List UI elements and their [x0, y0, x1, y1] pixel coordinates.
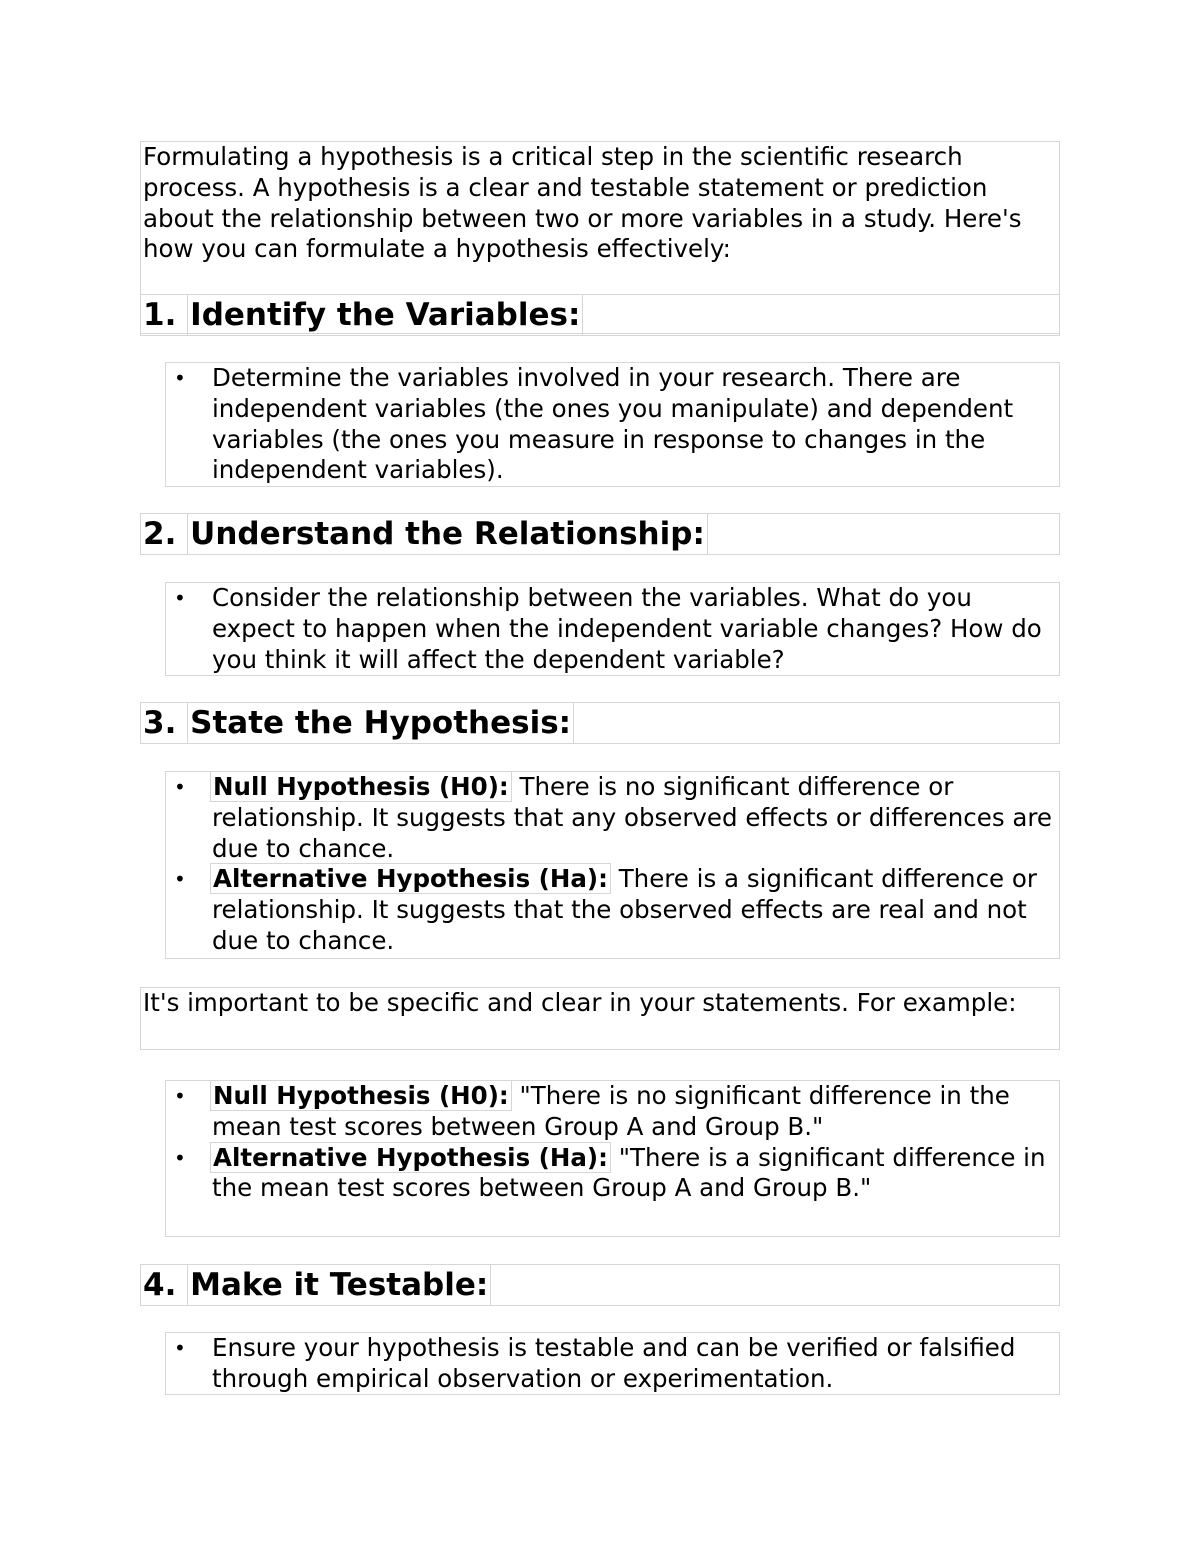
section-4-title: Make it Testable: [187, 1264, 491, 1306]
section-3-title: State the Hypothesis: [187, 702, 574, 744]
list-item-text: Consider the relationship between the variables. What do you expect to happen when the independent variable changes? How do you think it will affect the dependent variable? [212, 583, 1042, 674]
section-2-list [165, 582, 1060, 676]
null-hypothesis-label: Null Hypothesis (H0): [210, 1080, 512, 1111]
list-item-text: There is no significant difference or relationship. It suggests that any observed effects or differences are due to chance. [212, 772, 1052, 863]
list-item [166, 1143, 1059, 1205]
list-item-text: There is a significant difference or relationship. It suggests that the observed effects are real and not due to chance. [212, 864, 1037, 955]
section-3-list [165, 771, 1060, 959]
bullet-icon: • [174, 775, 186, 799]
list-item [166, 583, 1059, 675]
section-4-heading [140, 1264, 1060, 1306]
section-1-title: Identify the Variables: [187, 294, 583, 336]
section-1-number: 1. [143, 297, 177, 333]
list-item [166, 1081, 1059, 1143]
list-item-text: "There is no significant difference in the mean test scores between Group A and Group B." [212, 1081, 1010, 1141]
bullet-icon: • [174, 1336, 186, 1360]
list-item-text: "There is a significant difference in the mean test scores between Group A and Group B." [212, 1142, 1046, 1203]
section-2-title: Understand the Relationship: [187, 513, 708, 555]
bullet-icon: • [174, 1145, 186, 1170]
list-item-text: Determine the variables involved in your research. There are independent variables (the ones you manipulate) and dependent variables (the ones you measure in response to changes in the independent variables). [212, 363, 1014, 485]
section-3-number: 3. [143, 705, 177, 741]
note-paragraph [140, 987, 1060, 1050]
section-4-list [165, 1332, 1060, 1395]
list-item-text: Ensure your hypothesis is testable and can be verified or falsified through empirical observation or experimentation. [212, 1333, 1016, 1393]
bullet-icon: • [174, 867, 186, 892]
section-4-number: 4. [143, 1267, 177, 1303]
bullet-icon: • [174, 1084, 186, 1108]
null-hypothesis-label: Null Hypothesis (H0): [210, 771, 512, 802]
intro-text: Formulating a hypothesis is a critical step in the scientific research process. A hypothesis is a clear and testable statement or prediction about the relationship between two or more variables in a study. Here's how you can formulate a hypothesis effectively: [143, 142, 1022, 264]
note-text: It's important to be specific and clear in your statements. For example: [143, 988, 1017, 1017]
list-item [166, 772, 1059, 864]
alternative-hypothesis-label: Alternative Hypothesis (Ha): [210, 863, 611, 894]
section-1-heading [140, 294, 1060, 336]
bullet-icon: • [174, 586, 186, 610]
examples-list [165, 1080, 1060, 1237]
section-2-heading [140, 513, 1060, 555]
list-item [166, 1333, 1059, 1395]
list-item [166, 363, 1059, 486]
section-1-list [165, 362, 1060, 487]
bullet-icon: • [174, 366, 186, 390]
section-3-heading [140, 702, 1060, 744]
list-item [166, 864, 1059, 956]
alternative-hypothesis-label: Alternative Hypothesis (Ha): [210, 1142, 611, 1173]
section-2-number: 2. [143, 516, 177, 552]
